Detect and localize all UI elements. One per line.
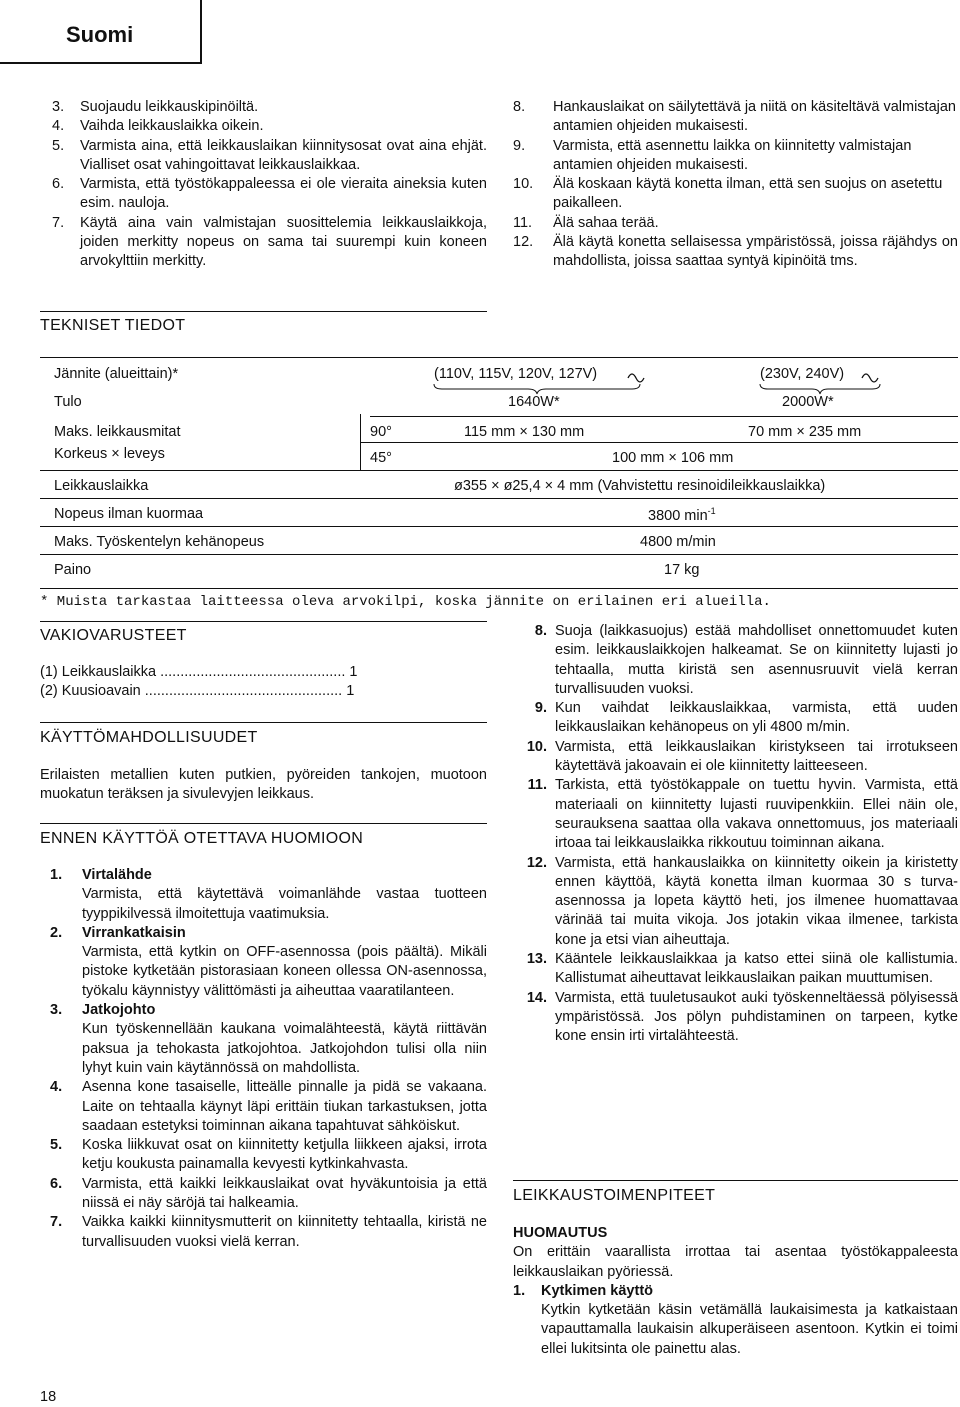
spec-angle: 45° — [370, 450, 392, 466]
list-item: 10. Varmista, että leikkauslaikan kiristykseen tai irrotukseen käytettävä jakoavain ei ole kiinnitetty laitteeseen. — [526, 738, 958, 775]
prior-title: ENNEN KÄYTTÖÄ OTETTAVA HUOMIOON — [40, 830, 364, 847]
list-item: 5. Koska liikkuvat osat on kiinnitetty ketjulla liikkeen ajaksi, irrota ketju koukusta painamalla kevyesti kytkinkahvasta. — [50, 1137, 487, 1173]
table-rule — [370, 416, 958, 417]
list-item: 11. Tarkista, että työstökappale on tuettu hyvin. Varmista, että materiaali on kiinnitetty lujasti ruuvipenkkiin. Ellei näin ole, seurauksena saattaa olla vakava onnettomuus, jos materiaali irtoaa tai leikkauslaikka rikkoutuu toiminnan aikana. — [527, 777, 958, 852]
language-title: Suomi — [66, 22, 134, 47]
list-item: 7. Käytä aina vain valmistajan suosittelemia leikkauslaikkoja, joiden merkitty nopeus on sama tai suurempi kuin koneen arvokylttiin merkitty. — [52, 214, 487, 270]
list-item: 1. Virtalähde Varmista, että käytettävä voimanlähde vastaa tuotteen tyyppikilvessä ilmoitettuja vaatimuksia. — [50, 867, 487, 922]
spec-value: 17 kg — [664, 562, 700, 578]
list-item: 10. Älä koskaan käytä konetta ilman, että sen suojus on asetettu paikalleen. — [513, 176, 943, 212]
list-item: 4. Vaihda leikkauslaikka oikein. — [52, 118, 264, 135]
specs-footnote: * Muista tarkastaa laitteessa oleva arvokilpi, koska jännite on erilainen eri alueilla. — [40, 594, 771, 610]
spec-label: Leikkauslaikka — [54, 478, 149, 494]
section-rule — [40, 621, 487, 622]
list-item: 5. Varmista aina, että leikkauslaikan kiinnitysosat ovat aina ehjät. Vialliset osat vahingoittavat leikkauslaikkaa. — [52, 137, 487, 173]
spec-value: (230V, 240V) — [760, 366, 845, 382]
list-item: 8. Suoja (laikkasuojus) estää mahdolliset onnettomuudet kuten esim. leikkauslaikkojen halkeamat. Se on kiinnitetty lujasti jo tehtaalla, mutta kiristä sen asennusruuvit vielä kerran turvallisuuden vuoksi. — [534, 623, 958, 697]
list-item: 11. Älä sahaa terää. — [513, 214, 659, 231]
list-item: 6. Varmista, että kaikki leikkauslaikat ovat hyväkuntoisia ja että niissä ei näy säröjä tai halkeamia. — [50, 1175, 487, 1212]
spec-value: 1640W* — [508, 394, 560, 410]
list-item: (2) Kuusioavain ................................................. 1 — [40, 683, 355, 700]
list-item: 14. Varmista, että tuuletusaukot auki työskenneltäessä pölyisessä ympäristössä. Jos pölyn puhdistaminen on tarpeen, kytke kone ensin irti virtalähteestä. — [526, 989, 958, 1045]
spec-label: Maks. leikkausmitat — [54, 424, 181, 440]
section-rule — [513, 1180, 958, 1181]
spec-value: ø355 × ø25,4 × 4 mm (Vahvistettu resinoidileikkauslaikka) — [454, 478, 826, 494]
list-item: 3. Jatkojohto Kun työskennellään kaukana voimalähteestä, käytä riittävän paksua ja tehokasta jatkojohtoa. Jatkojohdon tulisi olla niin lyhyt kuin vain käytännössä on mahdollista. — [50, 1002, 487, 1076]
spec-label: Nopeus ilman kuormaa — [54, 506, 204, 522]
table-rule — [40, 470, 958, 471]
spec-label: Paino — [54, 562, 92, 578]
spec-value: 4800 m/min — [640, 534, 716, 550]
spec-angle: 90° — [370, 424, 392, 440]
intro-list-right — [513, 98, 958, 272]
page-number: 18 — [40, 1389, 57, 1405]
table-rule — [40, 526, 958, 527]
section-rule — [40, 311, 487, 312]
list-item: 3. Suojaudu leikkauskipinöiltä. — [52, 99, 259, 115]
cutting-title: LEIKKAUSTOIMENPITEET — [513, 1187, 716, 1204]
cutting-section — [513, 1224, 958, 1359]
list-item: 1. Kytkimen käyttö Kytkin kytketään käsin vetämällä laukaisimesta ja katkaistaan vapauttamalla laukaisin alkuperäiseen asentoon. Kytkin ei toimi ellei lukitsinta ole painettu alas. — [513, 1282, 958, 1357]
applications-title: KÄYTTÖMAHDOLLISUUDET — [40, 729, 258, 746]
spec-value: 3800 $\min^{-1}$ — [648, 506, 716, 524]
spec-value: 100 mm × 106 mm — [612, 450, 734, 466]
list-item: (1) Leikkauslaikka .............................................. 1 — [40, 664, 358, 680]
accessories-title: VAKIOVARUSTEET — [40, 627, 187, 644]
list-item: 6. Varmista, että työstökappaleessa ei ole vieraita aineksia kuten esim. nauloja. — [52, 176, 487, 212]
prior-list-continued — [513, 622, 958, 1047]
list-item: 4. Asenna kone tasaiselle, litteälle pinnalle ja pidä se vakaana. Laite on tehtaalla käynyt läpi erittäin tiukan tarkastuksen, jotta saadaan estetyksi toiminnan aikana tapahtuvat sähköiskut. — [50, 1079, 487, 1134]
note-title: HUOMAUTUS — [513, 1225, 608, 1241]
list-item: 12. Varmista, että hankauslaikka on kiinnitetty oikein ja kiristetty ennen käyttöä, käytä konetta ilman kuormaa 30 s turva-asennossa ja lopeta käyttö heti, jos ilmenee huomattavaa värinää tai muita vikoja. Jos jotakin vikaa ilmenee, tarkista kone ja etsi vian aiheuttaja. — [526, 854, 958, 948]
accessories-list — [40, 663, 487, 702]
table-rule — [360, 442, 958, 443]
list-item: 12. Älä käytä konetta sellaisessa ympäristössä, joissa räjähdys on mahdollista, joissa saattaa syntyä kipinöitä tms. — [513, 234, 958, 270]
list-item: 13. Kääntele leikkauslaikkaa ja katso ettei siinä ole kallistumia. Kallistumat aiheuttavat leikkauslaikan paikan muuttumisen. — [526, 951, 958, 987]
specs-table — [40, 357, 958, 589]
note-text: On erittäin vaarallista irrottaa tai asentaa työstökappaleesta leikkauslaikan pyöriessä. — [513, 1244, 958, 1280]
spec-value: (110V, 115V, 120V, 127V) — [434, 366, 598, 382]
spec-label: Maks. Työskentelyn kehänopeus — [54, 534, 265, 550]
spec-value: 70 mm × 235 mm — [748, 424, 862, 440]
spec-value: 115 mm × 130 mm — [464, 424, 585, 440]
list-item: 7. Vaikka kaikki kiinnitysmutterit on kiinnitetty tehtaalla, kiristä ne turvallisuuden vuoksi vielä kerran. — [50, 1214, 487, 1250]
specs-title: TEKNISET TIEDOT — [40, 317, 186, 334]
list-item: 8. Hankauslaikat on säilytettävä ja niitä on käsiteltävä valmistajan antamien ohjeiden mukaisesti. — [513, 99, 956, 135]
applications-text: Erilaisten metallien kuten putkien, pyöreiden tankojen, muotoon muokatun teräksen ja sivulevyjen leikkaus. — [40, 767, 487, 803]
table-rule — [40, 498, 958, 499]
prior-list — [40, 866, 487, 1252]
table-rule — [40, 554, 958, 555]
spec-value: 2000W* — [782, 394, 834, 410]
spec-label: Jännite (alueittain)* — [54, 366, 179, 382]
list-item: 9. Kun vaihdat leikkauslaikkaa, varmista, että uuden leikkauslaikan kehänopeus on yli 4800 m/min. — [534, 700, 958, 736]
list-item: 2. Virrankatkaisin Varmista, että kytkin on OFF-asennossa (pois päältä). Mikäli pistoke kytketään pistorasiaan koneen ollessa ON-asennossa, työkalu käynnistyy välittömästi ja aiheuttaa vaaratilanteen. — [50, 924, 487, 999]
spec-label: Korkeus × leveys — [54, 446, 165, 462]
spec-label: Tulo — [54, 394, 82, 410]
list-item: 9. Varmista, että asennettu laikka on kiinnitetty valmistajan antamien ohjeiden mukaisesti. — [513, 137, 912, 173]
language-tab — [0, 0, 202, 64]
table-rule — [360, 414, 361, 470]
section-rule — [40, 722, 487, 723]
section-rule — [40, 823, 487, 824]
intro-list-left — [52, 98, 487, 272]
